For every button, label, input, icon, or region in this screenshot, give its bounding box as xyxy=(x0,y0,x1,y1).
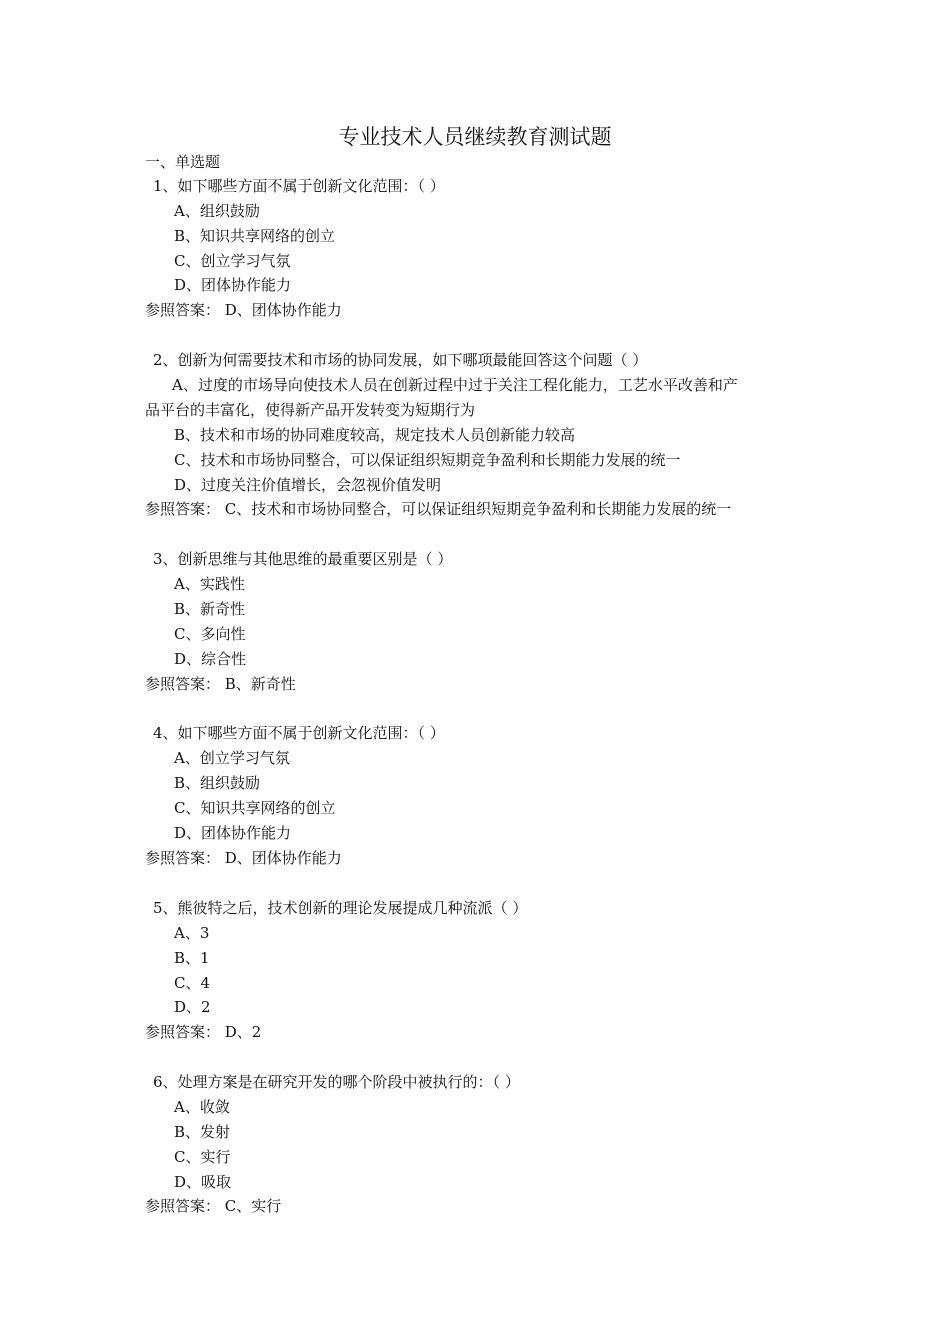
option-b: B、发射 xyxy=(174,1123,231,1141)
option-d: D、过度关注价值增长，会忽视价值发明 xyxy=(174,476,442,494)
question-text: 4、如下哪些方面不属于创新文化范围：（ ） xyxy=(153,724,445,742)
option-c: C、知识共享网络的创立 xyxy=(174,799,336,817)
reference-answer: 参照答案： D、团体协作能力 xyxy=(145,849,342,867)
question-text: 5、熊彼特之后，技术创新的理论发展提成几种流派（ ） xyxy=(153,899,528,917)
reference-answer: 参照答案： C、技术和市场协同整合，可以保证组织短期竞争盈利和长期能力发展的统一 xyxy=(145,500,732,518)
option-a: A、3 xyxy=(174,924,210,942)
option-b: B、新奇性 xyxy=(174,600,246,618)
option-d: D、吸取 xyxy=(174,1173,232,1191)
option-c: C、技术和市场协同整合，可以保证组织短期竞争盈利和长期能力发展的统一 xyxy=(174,451,681,469)
question-text: 1、如下哪些方面不属于创新文化范围：（ ） xyxy=(153,177,445,195)
option-b: B、知识共享网络的创立 xyxy=(174,227,336,245)
option-a-continued: 品平台的丰富化，使得新产品开发转变为短期行为 xyxy=(145,401,476,419)
option-c: C、创立学习气氛 xyxy=(174,252,291,270)
option-b: B、1 xyxy=(174,949,210,967)
question-text: 2、创新为何需要技术和市场的协同发展，如下哪项最能回答这个问题（ ） xyxy=(153,351,648,369)
document-title: 专业技术人员继续教育测试题 xyxy=(338,125,612,149)
section-heading: 一、单选题 xyxy=(145,153,221,171)
option-d: D、综合性 xyxy=(174,650,247,668)
reference-answer: 参照答案： D、2 xyxy=(145,1023,262,1041)
reference-answer: 参照答案： B、新奇性 xyxy=(145,675,296,693)
option-d: D、2 xyxy=(174,998,211,1016)
reference-answer: 参照答案： C、实行 xyxy=(145,1197,282,1215)
option-c: C、多向性 xyxy=(174,625,246,643)
option-b: B、组织鼓励 xyxy=(174,774,261,792)
option-d: D、团体协作能力 xyxy=(174,824,292,842)
option-b: B、技术和市场的协同难度较高，规定技术人员创新能力较高 xyxy=(174,426,576,444)
question-text: 3、创新思维与其他思维的最重要区别是（ ） xyxy=(153,550,453,568)
option-a: A、组织鼓励 xyxy=(174,202,260,220)
option-a: A、收敛 xyxy=(174,1098,230,1116)
reference-answer: 参照答案： D、团体协作能力 xyxy=(145,301,342,319)
option-a: A、过度的市场导向使技术人员在创新过程中过于关注工程化能力，工艺水平改善和产 xyxy=(172,376,738,394)
option-d: D、团体协作能力 xyxy=(174,276,292,294)
option-a: A、创立学习气氛 xyxy=(174,749,290,767)
option-c: C、4 xyxy=(174,974,211,992)
option-c: C、实行 xyxy=(174,1148,231,1166)
option-a: A、实践性 xyxy=(174,575,245,593)
question-text: 6、处理方案是在研究开发的哪个阶段中被执行的：（ ） xyxy=(153,1073,520,1091)
